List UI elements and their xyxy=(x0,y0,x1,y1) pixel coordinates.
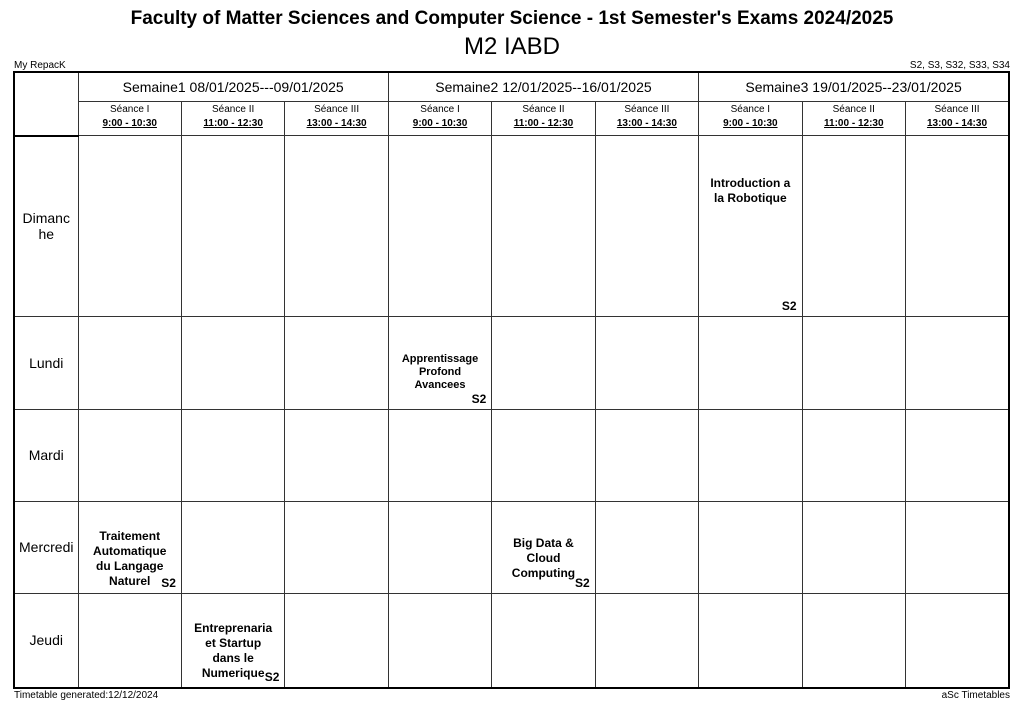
exam-cell[interactable] xyxy=(492,501,595,593)
timetable-cell xyxy=(388,593,491,688)
slot-name: Séance III xyxy=(934,104,980,115)
exam-title-line: Automatique xyxy=(93,543,167,558)
school-name: My RepacK xyxy=(14,60,66,71)
timetable-cell xyxy=(492,593,595,688)
day-row-mercredi xyxy=(14,501,1009,593)
timetable-cell xyxy=(906,409,1010,501)
room-label: S2 xyxy=(575,575,590,590)
slot-time: 9:00 - 10:30 xyxy=(102,118,157,129)
generated-date: Timetable generated:12/12/2024 xyxy=(14,690,159,701)
slot-header xyxy=(802,102,905,136)
timetable-cell xyxy=(595,317,698,409)
timetable-cell xyxy=(802,317,905,409)
timetable-cell xyxy=(285,317,388,409)
timetable-cell xyxy=(181,409,284,501)
timetable-cell xyxy=(906,317,1010,409)
rooms-list: S2, S3, S32, S33, S34 xyxy=(909,60,1010,71)
slot-header xyxy=(78,102,181,136)
exam-title-line: Big Data & xyxy=(513,535,574,550)
slot-name: Séance II xyxy=(212,104,255,115)
timetable-cell xyxy=(181,136,284,317)
timetable-cell xyxy=(388,501,491,593)
timetable-cell xyxy=(802,593,905,688)
slot-time: 11:00 - 12:30 xyxy=(824,118,884,129)
timetable-cell xyxy=(285,593,388,688)
timetable-cell xyxy=(906,593,1010,688)
slot-time: 13:00 - 14:30 xyxy=(306,118,367,129)
timetable-cell xyxy=(78,409,181,501)
slot-name: Séance II xyxy=(522,104,565,115)
timetable-cell xyxy=(906,136,1010,317)
exam-title-line: Apprentissage xyxy=(401,353,479,366)
exam-title-line: Entreprenaria xyxy=(194,620,273,635)
day-row-lundi xyxy=(14,317,1009,409)
slot-time: 11:00 - 12:30 xyxy=(513,118,574,129)
timetable-cell xyxy=(492,317,595,409)
slot-name: Séance III xyxy=(314,104,360,115)
day-label: Jeudi xyxy=(14,593,78,688)
slot-header xyxy=(388,102,491,136)
room-label: S2 xyxy=(161,575,176,590)
exam-title-line: Traitement xyxy=(99,528,161,543)
timetable-cell xyxy=(285,501,388,593)
day-row-jeudi xyxy=(14,593,1009,688)
timetable-cell xyxy=(595,501,698,593)
slot-header xyxy=(595,102,698,136)
exam-title-line: Introduction a xyxy=(710,176,791,190)
exam-title-line: Numerique xyxy=(201,665,265,680)
timetable-cell xyxy=(285,409,388,501)
timetable-cell xyxy=(181,501,284,593)
exam-title-line: la Robotique xyxy=(714,191,787,205)
timetable-cell xyxy=(388,136,491,317)
exam-title xyxy=(393,353,487,392)
exam-title xyxy=(703,176,797,206)
page-title: Faculty of Matter Sciences and Computer Science - 1st Semester's Exams 2024/2025 xyxy=(130,8,894,29)
slot-name: Séance I xyxy=(420,104,460,115)
slot-name: Séance II xyxy=(832,104,875,115)
day-row-mardi xyxy=(14,409,1009,501)
timetable-cell xyxy=(699,501,802,593)
exam-title-line: dans le xyxy=(212,650,254,665)
corner-cell xyxy=(14,72,78,136)
timetable-cell xyxy=(802,136,905,317)
timetable-cell xyxy=(699,409,802,501)
day-label-text: Dimanc he xyxy=(22,210,70,243)
room-label: S2 xyxy=(264,670,280,684)
week-header-2: Semaine2 12/01/2025--16/01/2025 xyxy=(388,72,698,102)
room-label: S2 xyxy=(781,299,797,314)
exam-title-line: Naturel xyxy=(109,573,151,588)
slot-header xyxy=(699,102,802,136)
slot-time: 11:00 - 12:30 xyxy=(203,118,263,129)
exam-title xyxy=(496,536,590,581)
exam-title-line: du Langage xyxy=(96,558,164,573)
slot-time: 9:00 - 10:30 xyxy=(412,118,468,129)
room-label: S2 xyxy=(471,391,487,406)
slot-time: 9:00 - 10:30 xyxy=(723,118,778,129)
exam-title-line: Computing xyxy=(511,565,576,580)
day-row-dimanche xyxy=(14,136,1009,317)
exam-title-line: et Startup xyxy=(205,635,262,650)
exam-timetable xyxy=(13,71,1010,689)
slot-header xyxy=(492,102,595,136)
timetable-cell xyxy=(595,593,698,688)
timetable-cell xyxy=(492,409,595,501)
day-label: Mardi xyxy=(14,409,78,501)
timetable-cell xyxy=(388,409,491,501)
timetable-cell xyxy=(78,136,181,317)
slot-name: Séance I xyxy=(109,104,150,115)
timetable-cell xyxy=(802,409,905,501)
day-label: Lundi xyxy=(14,317,78,409)
exam-title-line: Cloud xyxy=(526,550,561,565)
timetable-cell xyxy=(699,593,802,688)
timetable-cell xyxy=(78,317,181,409)
week-header-3: Semaine3 19/01/2025--23/01/2025 xyxy=(699,72,1009,102)
timetable-cell xyxy=(595,136,698,317)
slot-name: Séance III xyxy=(624,104,670,115)
timetable-cell xyxy=(699,317,802,409)
exam-title-line: Avancees xyxy=(414,379,466,392)
day-label xyxy=(14,136,78,317)
timetable-cell xyxy=(595,409,698,501)
timetable-cell xyxy=(492,136,595,317)
week-header-1: Semaine1 08/01/2025---09/01/2025 xyxy=(78,72,388,102)
slot-time: 13:00 - 14:30 xyxy=(616,118,677,129)
slot-name: Séance I xyxy=(730,104,771,115)
exam-cell[interactable] xyxy=(699,136,802,317)
timetable-cell xyxy=(285,136,388,317)
slot-header xyxy=(906,102,1010,136)
exam-cell[interactable] xyxy=(78,501,181,593)
slot-header xyxy=(285,102,388,136)
slot-time: 13:00 - 14:30 xyxy=(926,118,988,129)
software-credit: aSc Timetables xyxy=(941,690,1010,701)
timetable-cell xyxy=(802,501,905,593)
slot-header xyxy=(181,102,284,136)
day-label: Mercredi xyxy=(14,501,78,593)
timetable-cell xyxy=(906,501,1010,593)
exam-cell[interactable] xyxy=(181,593,284,688)
class-name: M2 IABD xyxy=(463,33,561,60)
exam-title-line: Profond xyxy=(418,366,462,379)
exam-cell[interactable] xyxy=(388,317,491,409)
timetable-cell xyxy=(181,317,284,409)
timetable-cell xyxy=(78,593,181,688)
